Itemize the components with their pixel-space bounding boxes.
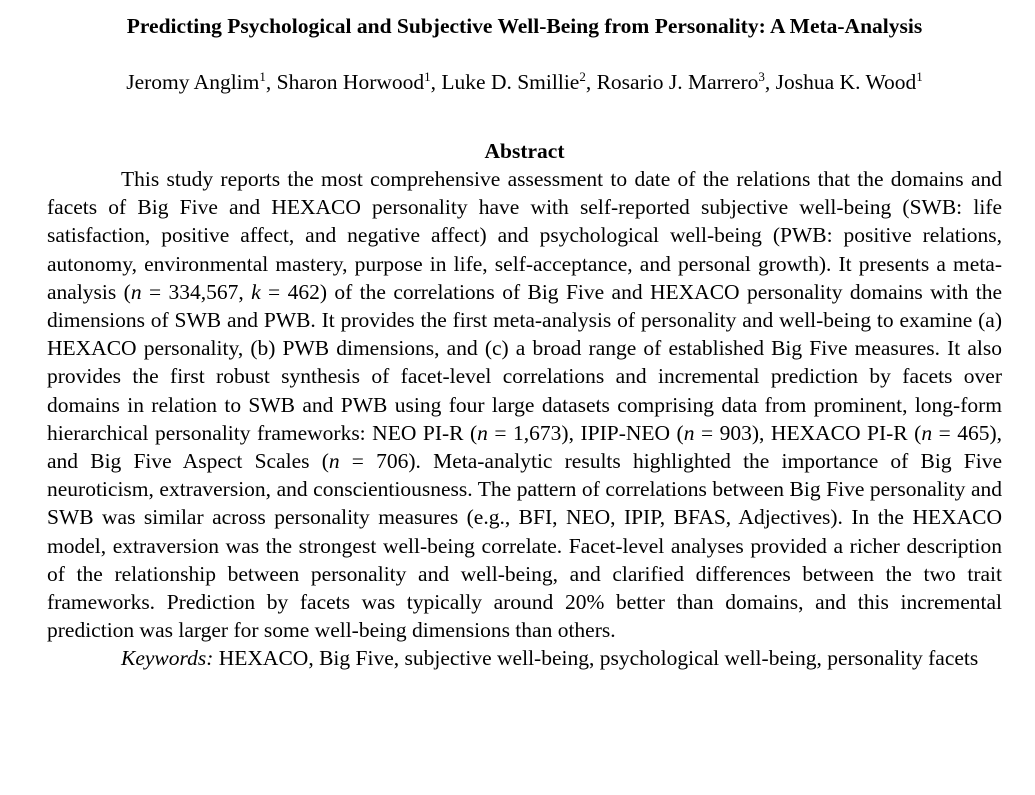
author: Rosario J. Marrero$^3$ xyxy=(596,68,765,94)
abstract-heading: Abstract xyxy=(484,139,565,163)
author-affiliation: 1 xyxy=(259,68,266,84)
keywords-label: Keywords: xyxy=(121,646,214,671)
author-affiliation: 1 xyxy=(424,68,431,84)
author-affiliation: 1 xyxy=(916,68,923,84)
author-affiliation: 3 xyxy=(758,68,765,84)
abstract-body: This study reports the most comprehensive assessment to date of the relations that the domains and facets of Big Five and HEXACO personality have with self-reported subjective well-being (SWB: life satisfaction, positive affect, and negative affect) and psychological well-being (PWB: positive relations, autonomy, environmental mastery, purpose in life, self-acceptance, and personal growth). It presents a meta-analysis (n = 334,567, k = 462) of the correlations of Big Five and HEXACO personality domains with the dimensions of SWB and PWB. It provides the first meta-analysis of personality and well-being to examine (a) HEXACO personality, (b) PWB dimensions, and (c) a broad range of established Big Five measures. It also provides the first robust synthesis of facet-level correlations and incremental prediction by facets over domains in relation to SWB and PWB using four large datasets comprising data from prominent, long-form hierarchical personality frameworks: NEO PI-R (n = 1,673), IPIP-NEO (n = 903), HEXACO PI-R (n = 465), and Big Five Aspect Scales (n = 706). Meta-analytic results highlighted the importance of Big Five neuroticism, extraversion, and conscientiousness. The pattern of correlations between Big Five personality and SWB was similar across personality measures (e.g., BFI, NEO, IPIP, BFAS, Adjectives). In the HEXACO model, extraversion was the strongest well-being correlate. Facet-level analyses provided a richer description of the relationship between personality and well-being, and clarified differences between the two trait frameworks. Prediction by facets was typically around 20% better than domains, and this incremental prediction was larger for some well-being dimensions than others. xyxy=(47,167,1002,643)
author-list: Jeromy Anglim$^1$, Sharon Horwood$^1$, Luke D. Smillie$^2$, Rosario J. Marrero$^3$, Joshua K. Wood$^1$ xyxy=(126,68,923,94)
author: Jeromy Anglim$^1$ xyxy=(126,68,266,94)
keywords-line xyxy=(47,644,1002,672)
author: Joshua K. Wood$^1$ xyxy=(775,68,923,94)
author: Luke D. Smillie$^2$ xyxy=(441,68,586,94)
author-affiliation: 2 xyxy=(579,68,586,84)
author: Sharon Horwood$^1$ xyxy=(276,68,431,94)
paper-page xyxy=(47,12,1002,673)
paper-title: Predicting Psychological and Subjective Well-Being from Personality: A Meta-Analysis xyxy=(126,14,923,38)
keywords-text: HEXACO, Big Five, subjective well-being, psychological well-being, personality facets xyxy=(213,646,979,671)
